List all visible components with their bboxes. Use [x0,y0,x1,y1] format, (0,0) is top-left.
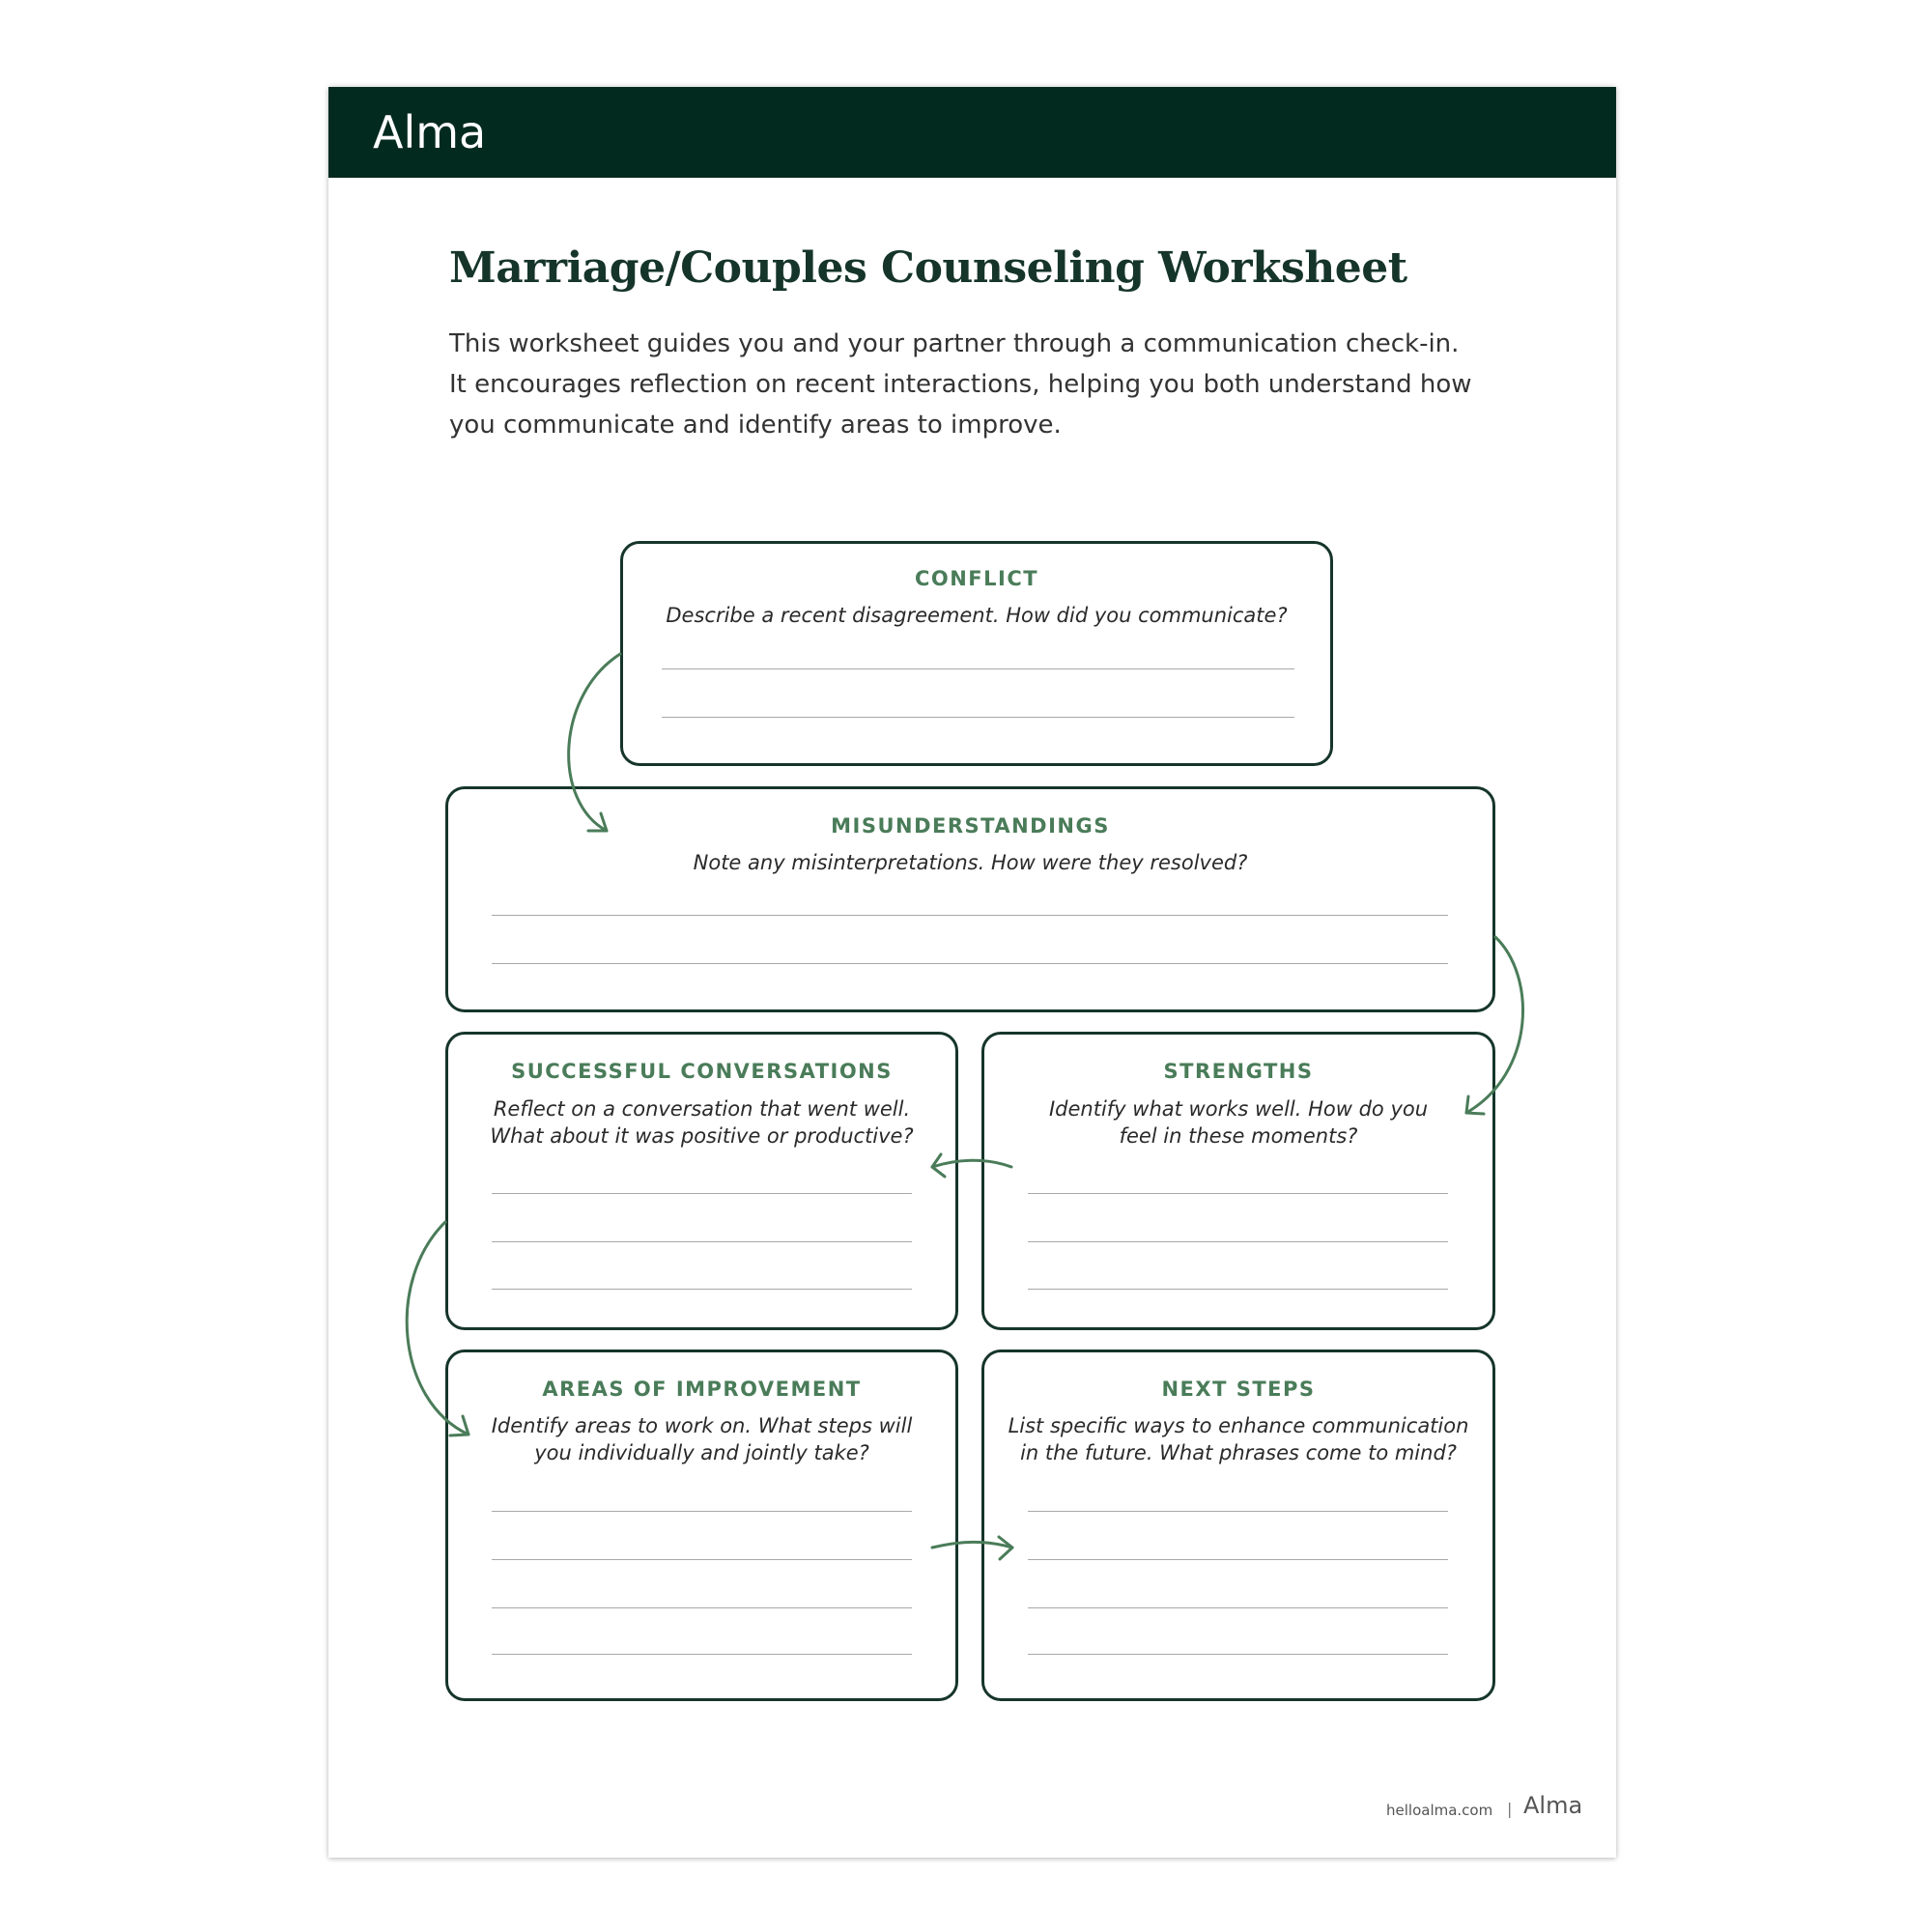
misunderstandings-prompt [458,849,1483,876]
answer-line[interactable] [492,963,1448,964]
worksheet-page [328,87,1616,1858]
conflict-box [620,541,1333,766]
strengths-prompt [994,1095,1483,1150]
answer-line[interactable] [662,717,1294,718]
footer-url[interactable]: helloalma.com [1386,1802,1493,1819]
strengths-box [981,1032,1495,1330]
answer-line[interactable] [492,1193,912,1194]
alma-logo: Alma [373,106,487,158]
prompt-line: Reflect on a conversation that went well. [493,1097,911,1121]
answer-line[interactable] [1028,1241,1448,1242]
prompt-line: Identify what works well. How do you [1048,1097,1429,1121]
intro-line: you communicate and identify areas to improve. [449,411,1062,440]
answer-line[interactable] [1028,1193,1448,1194]
prompt-line: List specific ways to enhance communication [1008,1414,1469,1437]
areas-of-improvement-prompt [458,1412,946,1466]
prompt-line: you individually and jointly take? [534,1441,869,1464]
answer-line[interactable] [492,1289,912,1290]
prompt-line: in the future. What phrases come to mind? [1020,1441,1457,1464]
answer-line[interactable] [1028,1607,1448,1608]
answer-line[interactable] [492,1654,912,1655]
strengths-title: STRENGTHS [1163,1060,1314,1083]
successful-conversations-prompt [458,1095,946,1150]
answer-line[interactable] [1028,1289,1448,1290]
prompt-line: Note any misinterpretations. How were they resolved? [693,851,1248,874]
answer-line[interactable] [492,1559,912,1560]
answer-line[interactable] [662,668,1294,669]
prompt-line: feel in these moments? [1119,1124,1358,1148]
intro-line: This worksheet guides you and your partner through a communication check-in. [449,329,1460,358]
answer-line[interactable] [492,1511,912,1512]
answer-line[interactable] [1028,1559,1448,1560]
areas-of-improvement-title: AREAS OF IMPROVEMENT [542,1378,862,1401]
areas-of-improvement-box [445,1350,958,1701]
conflict-prompt [633,602,1321,629]
misunderstandings-box [445,786,1495,1012]
answer-line[interactable] [1028,1654,1448,1655]
prompt-line: Describe a recent disagreement. How did you communicate? [666,604,1288,627]
page-title: Marriage/Couples Counseling Worksheet [449,243,1407,293]
next-steps-prompt [994,1412,1483,1466]
next-steps-box [981,1350,1495,1701]
answer-line[interactable] [492,1607,912,1608]
next-steps-title: NEXT STEPS [1161,1378,1316,1401]
header-band [328,87,1616,178]
intro-paragraph [449,324,1492,445]
footer-alma-logo: Alma [1523,1792,1583,1819]
answer-line[interactable] [1028,1511,1448,1512]
answer-line[interactable] [492,1241,912,1242]
intro-line: It encourages reflection on recent interactions, helping you both understand how [449,370,1472,399]
successful-conversations-box [445,1032,958,1330]
conflict-title: CONFLICT [914,567,1039,590]
successful-conversations-title: SUCCESSFUL CONVERSATIONS [511,1060,893,1083]
prompt-line: What about it was positive or productive? [490,1124,914,1148]
answer-line[interactable] [492,915,1448,916]
prompt-line: Identify areas to work on. What steps will [491,1414,913,1437]
footer-separator: | [1507,1800,1513,1818]
misunderstandings-title: MISUNDERSTANDINGS [831,814,1110,838]
